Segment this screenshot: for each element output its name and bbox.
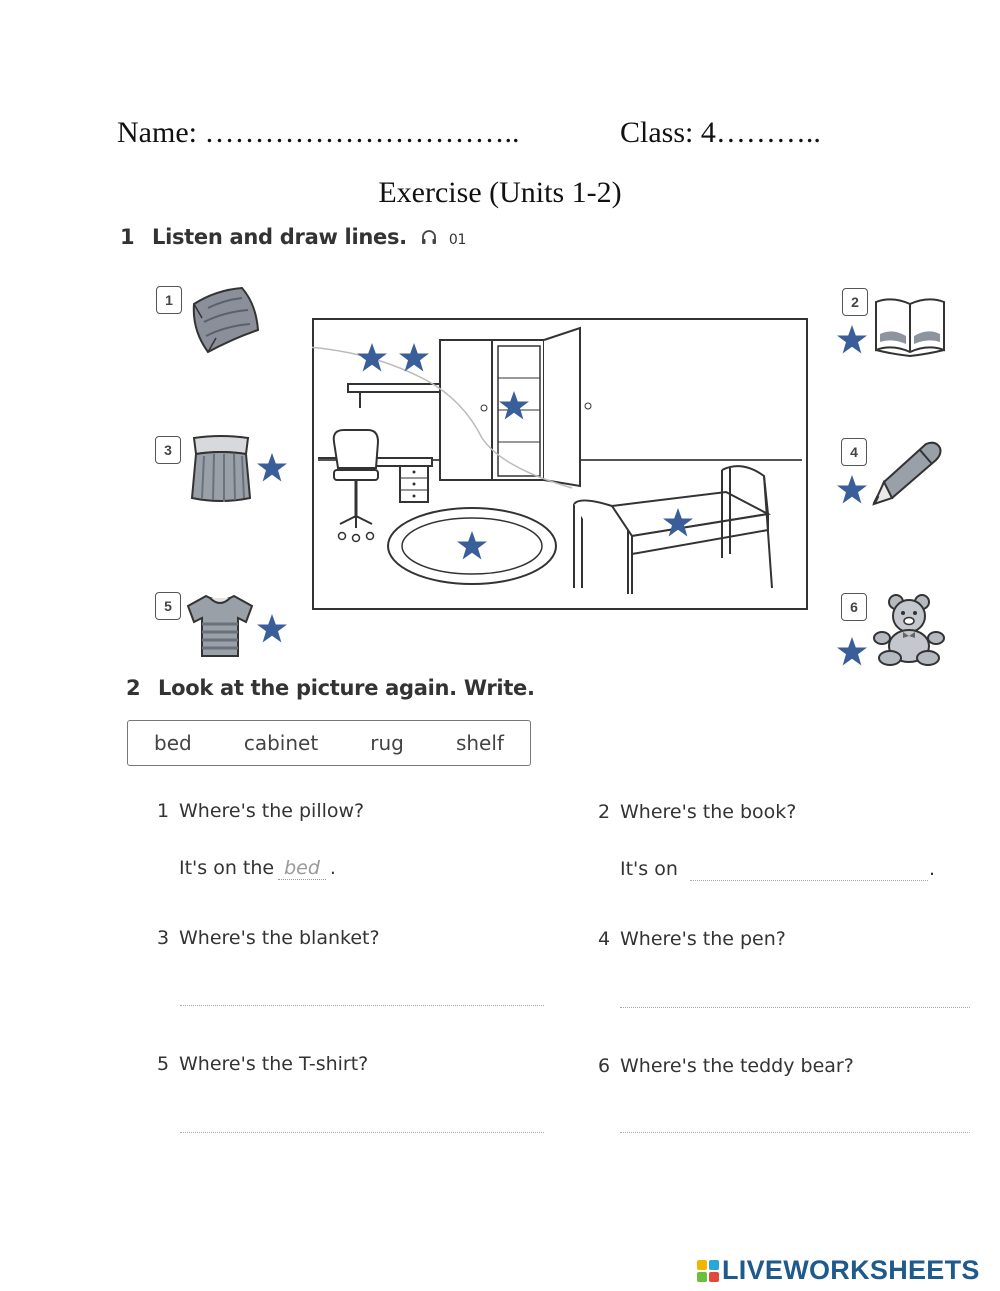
pen-picture[interactable] [870, 436, 946, 508]
question-4 [598, 928, 786, 950]
pillow-picture[interactable] [186, 282, 264, 358]
audio-track-number: 01 [448, 232, 467, 248]
section2-heading [126, 676, 535, 700]
question-number: 2 [598, 801, 611, 823]
word-bank-item: shelf [455, 731, 504, 755]
section2-instruction: Look at the picture again. Write. [158, 676, 535, 700]
section2-number: 2 [126, 676, 141, 700]
question-3 [157, 927, 380, 949]
answer-6-blank[interactable] [620, 1132, 970, 1133]
answer-example[interactable]: bed [278, 857, 326, 880]
question-number: 5 [157, 1053, 170, 1075]
question-5 [157, 1053, 368, 1075]
answer-prefix: It's on [620, 858, 678, 880]
item-number-1: 1 [156, 286, 182, 314]
word-bank-item: rug [370, 731, 404, 755]
liveworksheets-logo [697, 1255, 980, 1286]
word-bank-item: cabinet [243, 731, 319, 755]
question-2 [598, 801, 796, 823]
star-icon [836, 474, 868, 506]
answer-3-blank[interactable] [180, 1005, 544, 1006]
question-text: Where's the pen? [620, 928, 786, 950]
question-1 [157, 800, 364, 822]
answer-4-blank[interactable] [620, 1007, 970, 1008]
teddy-bear-picture[interactable] [870, 592, 948, 666]
book-picture[interactable] [872, 294, 948, 358]
question-number: 4 [598, 928, 611, 950]
logo-text: LIVEWORKSHEETS [722, 1255, 980, 1285]
star-icon [836, 324, 868, 356]
star-icon [256, 613, 288, 645]
t-shirt-picture[interactable] [184, 590, 256, 660]
question-text: Where's the pillow? [179, 800, 365, 822]
item-number-6: 6 [841, 593, 867, 621]
question-text: Where's the book? [620, 801, 797, 823]
answer-suffix: . [329, 857, 336, 879]
question-number: 3 [157, 927, 170, 949]
blanket-picture[interactable] [186, 432, 256, 506]
answer-2-blank[interactable] [690, 880, 928, 881]
question-6 [598, 1055, 854, 1077]
answer-5-blank[interactable] [180, 1132, 544, 1133]
answer-2 [620, 858, 678, 880]
word-bank [127, 720, 531, 766]
question-text: Where's the teddy bear? [620, 1055, 854, 1077]
item-number-4: 4 [841, 438, 867, 466]
headphones-icon [420, 228, 438, 246]
exercise-title: Exercise (Units 1-2) [378, 176, 622, 209]
question-text: Where's the blanket? [179, 927, 380, 949]
class-field[interactable]: Class: 4……….. [620, 116, 821, 149]
item-number-3: 3 [155, 436, 181, 464]
question-number: 6 [598, 1055, 611, 1077]
answer-2-end: . [929, 858, 936, 880]
section1-number: 1 [120, 225, 135, 249]
question-text: Where's the T-shirt? [179, 1053, 369, 1075]
section1-instruction: Listen and draw lines. [152, 225, 407, 249]
word-bank-item: bed [154, 731, 192, 755]
answer-prefix: It's on the [179, 857, 275, 879]
name-field[interactable]: Name: ………………………….. [117, 116, 520, 149]
star-icon [256, 452, 288, 484]
section1-heading [120, 225, 466, 249]
bedroom-scene[interactable] [312, 318, 808, 610]
item-number-2: 2 [842, 288, 868, 316]
star-icon [836, 636, 868, 668]
item-number-5: 5 [155, 592, 181, 620]
question-number: 1 [157, 800, 170, 822]
logo-icon [697, 1260, 719, 1282]
answer-1 [179, 857, 336, 880]
